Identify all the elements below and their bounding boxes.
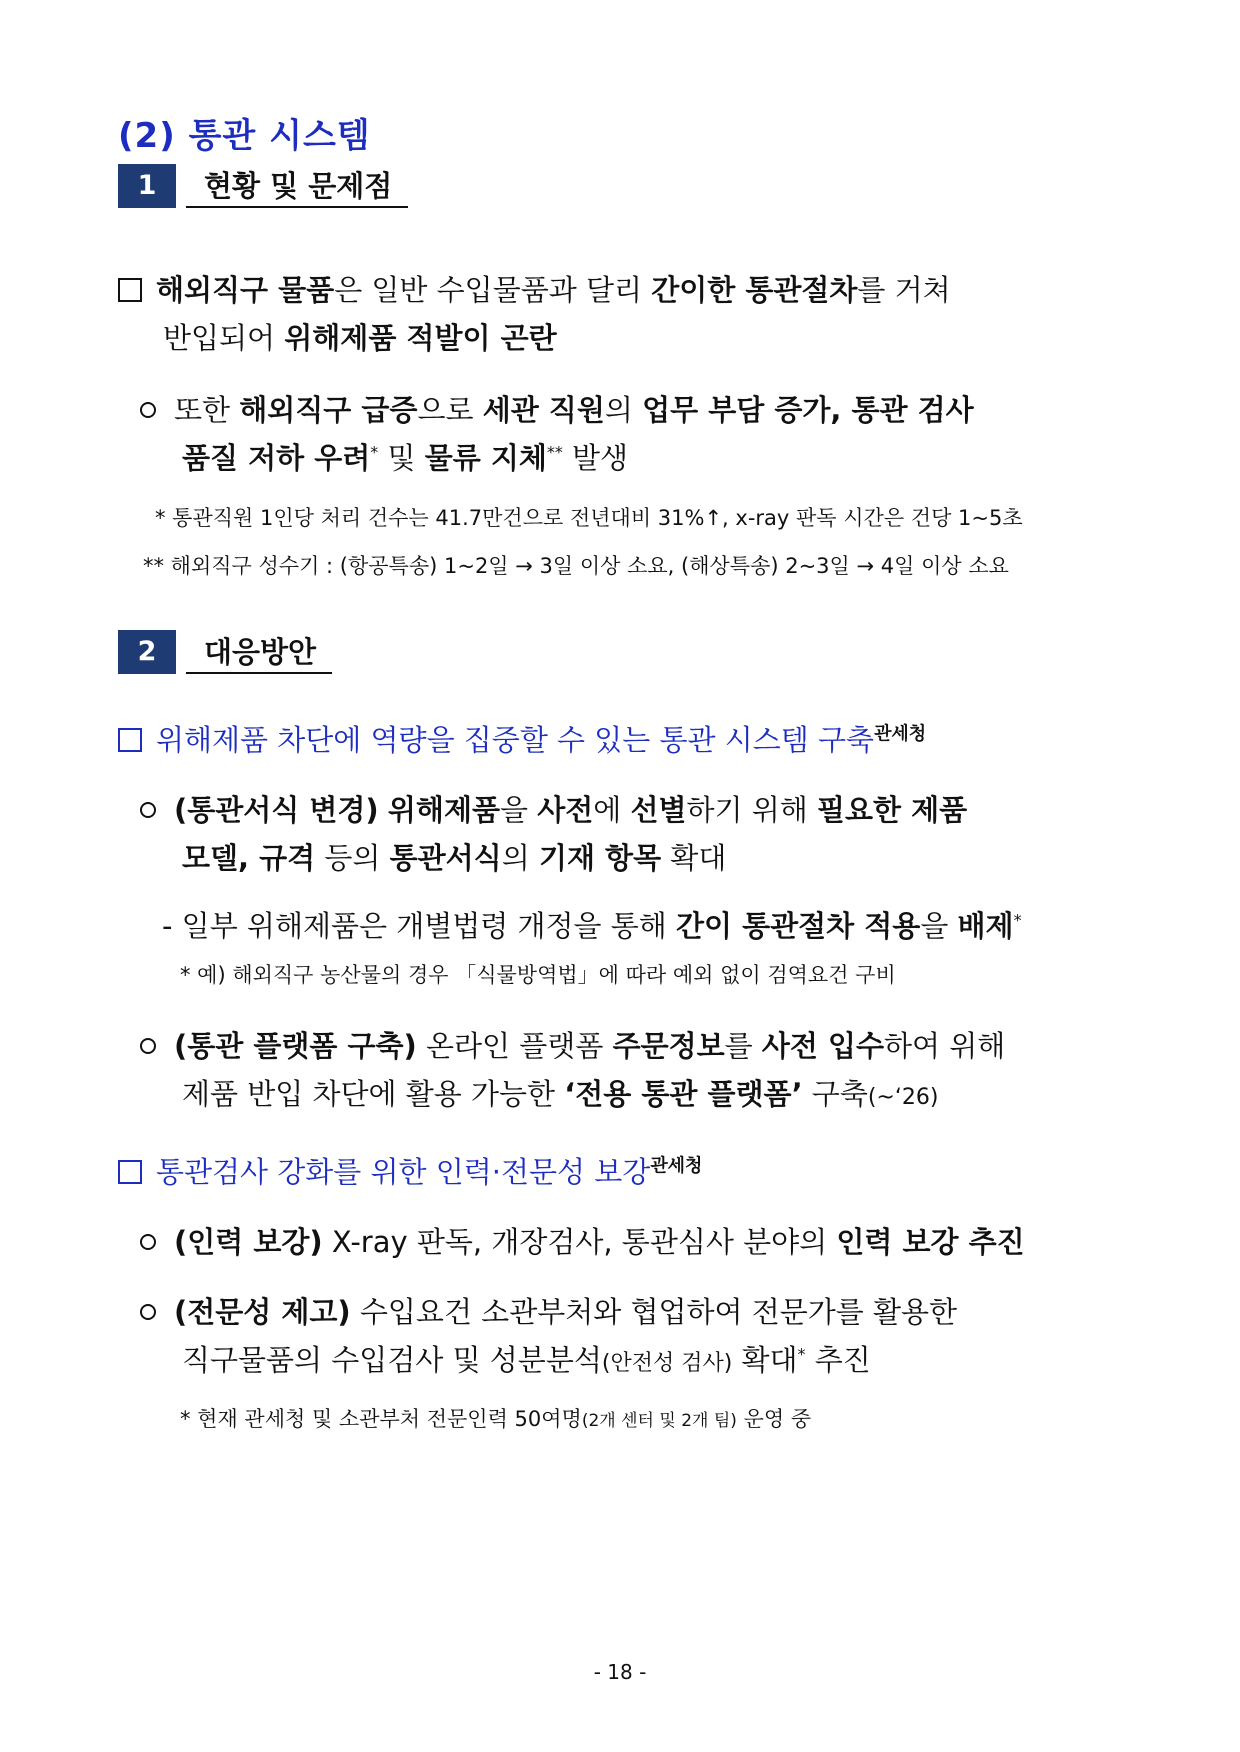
text: 하기 위해 [686, 793, 818, 827]
section-title: 현황 및 문제점 [186, 166, 408, 208]
text: 직구물품의 수입검사 및 성분분석 [182, 1343, 602, 1377]
bold-text: 주문정보 [612, 1029, 725, 1063]
bullet-4-line-1 [140, 1292, 957, 1332]
circle-bullet-icon [140, 802, 156, 818]
text: 또한 [174, 393, 240, 427]
text [379, 793, 388, 827]
text: 추진 [805, 1343, 871, 1377]
text: * 현재 관세청 및 소관부처 전문인력 50여명 [180, 1407, 582, 1431]
org-tag: 관세청 [874, 723, 927, 745]
circle-bullet-icon [140, 1234, 156, 1250]
text: 반입되어 [163, 321, 285, 355]
text: 발생 [562, 441, 629, 475]
section-title: 대응방안 [186, 632, 332, 674]
square-bullet-icon [118, 1160, 142, 1184]
bold-text: (통관 플랫폼 구축) [174, 1029, 417, 1063]
bold-text: 모델, 규격 [182, 841, 316, 875]
bullet-1-line-1 [140, 790, 967, 830]
bold-text: 업무 부담 증가, 통관 검사 [642, 393, 974, 427]
circle-bullet-icon [140, 1038, 156, 1054]
square-bullet-icon [118, 278, 142, 302]
paragraph-1-line-1 [118, 270, 951, 310]
bold-text: 품질 저하 우려 [182, 441, 371, 475]
bullet-4-line-2 [182, 1340, 871, 1384]
bold-text: 인력 보강 추진 [836, 1225, 1025, 1259]
footnote-4 [180, 1404, 811, 1436]
text: 확대 [732, 1343, 798, 1377]
text: X-ray 판독, 개장검사, 통관심사 분야의 [322, 1225, 837, 1259]
bold-text: 배제 [957, 909, 1014, 943]
footnote-3: * 예) 해외직구 농산물의 경우 「식물방역법」에 따라 예외 없이 검역요건 구비 [180, 963, 896, 987]
text: 수입요건 소관부처와 협업하여 전문가를 활용한 [350, 1295, 958, 1329]
dash-item [162, 906, 1022, 946]
footnote-mark: * [370, 442, 379, 462]
bold-text: (인력 보강) [174, 1225, 323, 1259]
text: 을 [499, 793, 538, 827]
bold-text: 선별 [630, 793, 687, 827]
footnote-mark: * [797, 1344, 806, 1364]
bullet-3 [140, 1222, 1025, 1262]
text: 의 [501, 841, 539, 875]
bold-text: 간이 통관절차 적용 [676, 909, 921, 943]
bold-text: (통관서식 변경) [174, 793, 379, 827]
text: 확대 [661, 841, 727, 875]
text: 제품 반입 차단에 활용 가능한 [182, 1077, 565, 1111]
bold-text: 사전 입수 [761, 1029, 885, 1063]
paragraph-1-line-2 [163, 318, 557, 358]
paragraph-2-line-1 [140, 390, 974, 430]
text: 의 [604, 393, 643, 427]
circle-bullet-icon [140, 402, 156, 418]
small-text: (~‘26) [867, 1085, 939, 1110]
bold-text: 필요한 제품 [817, 793, 968, 827]
text: 에 [593, 793, 631, 827]
bullet-2-line-2 [182, 1074, 938, 1118]
bold-text: 통관서식 [389, 841, 502, 875]
text: 를 거쳐 [857, 273, 951, 307]
page-number: - 18 - [593, 1660, 647, 1684]
footnote-mark: * [1013, 910, 1022, 930]
text: 및 [378, 441, 425, 475]
heading-point-2 [118, 1152, 702, 1192]
text: 을 [920, 909, 958, 943]
circle-bullet-icon [140, 1304, 156, 1320]
org-tag: 관세청 [650, 1155, 703, 1177]
bullet-1-line-2 [182, 838, 726, 878]
bold-text: 기재 항목 [538, 841, 662, 875]
bold-text: 위해제품 [387, 793, 500, 827]
section-number: 2 [118, 630, 176, 674]
square-bullet-icon [118, 728, 142, 752]
text: 으로 [417, 393, 483, 427]
bold-text: 해외직구 급증 [239, 393, 418, 427]
bold-text: 해외직구 물품 [156, 273, 335, 307]
footnote-2: ** 해외직구 성수기 : (항공특송) 1~2일 → 3일 이상 소요, (해상특송) 2~3일 → 4일 이상 소요 [143, 554, 1009, 578]
text: 하여 위해 [884, 1029, 1006, 1063]
text: 를 [724, 1029, 762, 1063]
bold-text: (전문성 제고) [174, 1295, 351, 1329]
bold-text: 사전 [537, 793, 594, 827]
small-text: (안전성 검사) [601, 1351, 733, 1376]
bold-text: 간이한 통관절차 [651, 273, 858, 307]
footnote-1: * 통관직원 1인당 처리 건수는 41.7만건으로 전년대비 31%↑, x-ray 판독 시간은 건당 1~5초 [155, 506, 1023, 530]
bold-text: 물류 지체 [424, 441, 547, 475]
text: 운영 중 [736, 1407, 812, 1431]
section-number: 1 [118, 164, 176, 208]
bullet-2-line-1 [140, 1026, 1005, 1066]
bold-text: 위해제품 적발이 곤란 [284, 321, 557, 355]
heading-text: 위해제품 차단에 역량을 집중할 수 있는 통관 시스템 구축 [156, 723, 875, 757]
bold-text: 세관 직원 [482, 393, 605, 427]
text: 은 일반 수입물품과 달리 [334, 273, 652, 307]
text: 구축 [802, 1077, 868, 1111]
heading-text: 통관검사 강화를 위한 인력·전문성 보강 [156, 1155, 651, 1189]
text: 등의 [315, 841, 390, 875]
paragraph-2-line-2 [182, 438, 628, 478]
chapter-title: (2) 통관 시스템 [118, 116, 371, 156]
footnote-mark: ** [546, 442, 563, 462]
small-text: (2개 센터 및 2개 팀) [581, 1411, 737, 1431]
heading-point-1 [118, 720, 926, 760]
text: 온라인 플랫폼 [416, 1029, 613, 1063]
text: - 일부 위해제품은 개별법령 개정을 통해 [162, 909, 676, 943]
bold-text: ‘전용 통관 플랫폼’ [564, 1077, 803, 1111]
